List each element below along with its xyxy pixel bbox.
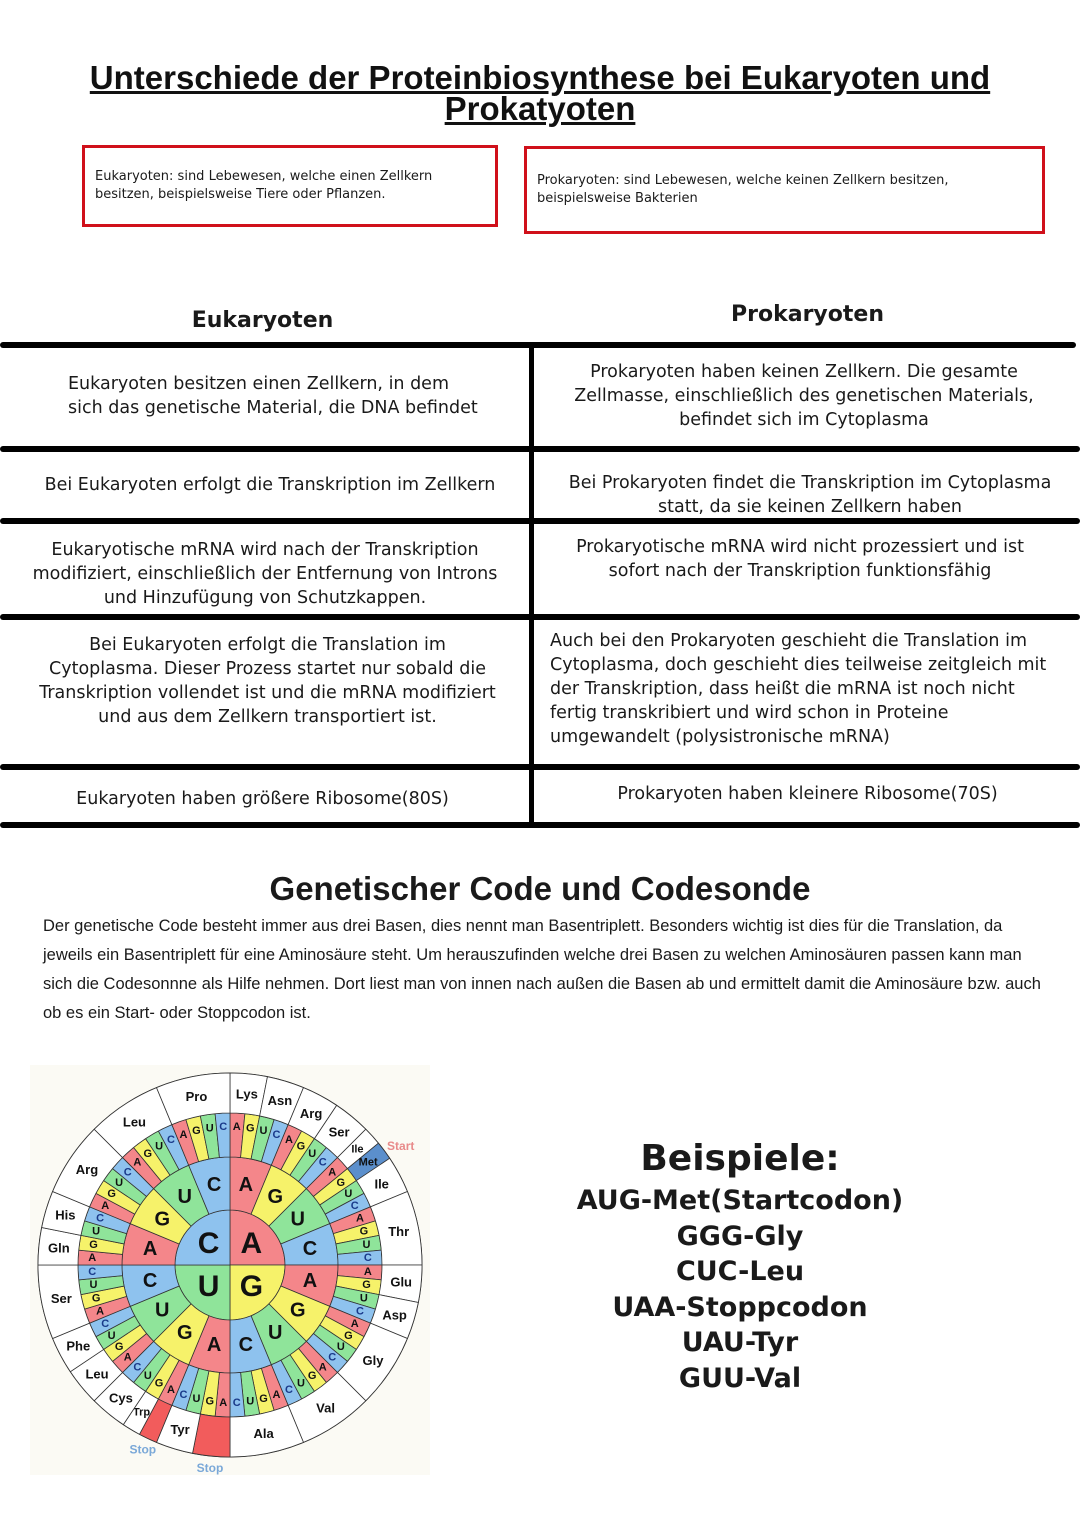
second-base-label: C	[302, 1238, 318, 1261]
amino-acid-label: Leu	[122, 1114, 147, 1130]
definition-prokaryoten: Prokaryoten: sind Lebewesen, welche keinen Zellkern besitzen, beispielsweise Bakterien	[537, 173, 949, 206]
amino-acid-label: Trp	[133, 1406, 151, 1419]
third-base-label: A	[219, 1396, 228, 1409]
second-base-label: C	[238, 1333, 254, 1356]
third-base-label: A	[363, 1265, 372, 1278]
amino-acid-label: Phe	[66, 1338, 91, 1354]
first-base-label: G	[239, 1269, 264, 1303]
second-base-label: U	[177, 1186, 192, 1209]
example-item: GUU-Val	[678, 1362, 802, 1394]
third-base-label: U	[362, 1238, 371, 1251]
third-base-label: C	[133, 1361, 142, 1374]
third-base-label: U	[344, 1188, 353, 1201]
third-base-label: G	[107, 1188, 116, 1201]
table-cell: Eukaryoten haben größere Ribosome(80S)	[76, 789, 449, 809]
table-cell: Eukaryotische mRNA wird nach der Transkription modifiziert, einschließlich der Entfernung von Introns und Hinzufügung von Schutzkappen.	[32, 540, 498, 608]
section-paragraph: Der genetische Code besteht immer aus drei Basen, dies nennt man Basentriplett. Besonders wichtig ist dies für die Translation, da jeweils ein Basentriplett für eine Aminosäure steht. Um herauszufinden welche drei Basen zu welchen Aminosäuren passen kann man sich die Codesonnne als Hilfe nehmen. Dort liest man von innen nach außen die Basen ab und ermittelt damit die Aminosäure bzw. auch ob es ein Start- oder Stoppcodon ist.	[43, 917, 1041, 1022]
title-line-1: Unterschiede der Proteinbiosynthese bei Eukaryoten und	[89, 59, 991, 96]
amino-acid-label: Pro	[185, 1088, 208, 1104]
third-base-label: U	[259, 1125, 268, 1138]
amino-acid-label: Asp	[382, 1307, 407, 1323]
third-base-label: G	[336, 1176, 346, 1189]
third-base-label: G	[143, 1148, 153, 1161]
third-base-label: U	[205, 1122, 214, 1135]
examples-heading: Beispiele:	[640, 1138, 840, 1179]
first-base-label: U	[197, 1269, 220, 1303]
table-divider	[0, 342, 1076, 348]
table-cell: Bei Eukaryoten erfolgt die Transkription im Zellkern	[44, 475, 496, 495]
amino-acid-label: Leu	[85, 1366, 109, 1382]
third-base-label: U	[115, 1176, 124, 1189]
amino-acid-label: Arg	[75, 1161, 99, 1177]
third-base-label: U	[192, 1392, 201, 1405]
second-base-label: C	[206, 1174, 222, 1197]
third-base-label: G	[205, 1395, 215, 1408]
third-base-label: U	[89, 1279, 98, 1292]
table-divider	[0, 822, 1080, 828]
third-base-label: A	[179, 1129, 188, 1142]
third-base-label: C	[328, 1351, 337, 1364]
third-base-label: C	[101, 1318, 110, 1331]
definition-box-prokaryoten	[524, 146, 1045, 234]
table-cell: Prokaryotische mRNA wird nicht prozessiert und ist sofort nach der Transkription funktionsfähig	[576, 537, 1024, 581]
examples-list	[560, 1183, 920, 1396]
table-divider	[0, 614, 1080, 620]
third-base-label: G	[362, 1279, 371, 1292]
third-base-label: G	[359, 1225, 369, 1238]
third-base-label: U	[308, 1148, 317, 1161]
third-base-label: A	[350, 1318, 359, 1331]
table-divider	[0, 446, 1080, 452]
third-base-label: A	[232, 1121, 241, 1134]
third-base-label: U	[92, 1225, 101, 1238]
third-base-label: C	[285, 1383, 293, 1396]
amino-acid-label: Gln	[47, 1240, 70, 1256]
first-base-label: C	[197, 1227, 220, 1261]
third-base-label: A	[96, 1305, 105, 1318]
third-base-label: A	[101, 1199, 110, 1212]
third-base-label: U	[296, 1377, 305, 1390]
third-base-label: G	[89, 1238, 98, 1251]
stop-label: Stop	[129, 1442, 157, 1457]
third-base-label: G	[259, 1392, 268, 1405]
third-base-label: C	[350, 1199, 359, 1212]
amino-acid-label: Ile	[351, 1143, 364, 1156]
third-base-label: C	[355, 1305, 364, 1318]
second-base-label: C	[142, 1269, 158, 1292]
third-base-label: G	[296, 1140, 306, 1153]
amino-acid-label: His	[55, 1207, 76, 1223]
third-base-label: C	[219, 1121, 228, 1134]
third-base-label: U	[246, 1395, 255, 1408]
third-base-label: G	[114, 1341, 124, 1354]
amino-acid-label: Met	[358, 1156, 378, 1169]
second-base-label: G	[154, 1208, 171, 1231]
third-base-label: A	[133, 1156, 142, 1169]
example-item: UAA-Stoppcodon	[612, 1291, 868, 1323]
third-base-label: A	[123, 1351, 132, 1364]
third-base-label: G	[154, 1377, 164, 1390]
amino-acid-label: Ala	[253, 1426, 274, 1442]
table-cell: Bei Eukaryoten erfolgt die Translation im Cytoplasma. Dieser Prozess startet nur sobald die Transkription vollendet ist und die mRNA modifiziert und aus dem Zellkern transportiert ist.	[39, 635, 496, 727]
third-base-label: U	[359, 1292, 368, 1305]
second-base-label: U	[290, 1208, 305, 1231]
third-base-label: U	[336, 1341, 345, 1354]
amino-acid-label: Ser	[328, 1124, 350, 1140]
third-base-label: G	[344, 1329, 353, 1342]
example-item: GGG-Gly	[676, 1220, 804, 1252]
second-base-label: G	[267, 1186, 284, 1209]
example-item: AUG-Met(Startcodon)	[576, 1185, 904, 1216]
table-cell: Eukaryoten besitzen einen Zellkern, in dem sich das genetische Material, die DNA befindet	[68, 374, 478, 418]
third-base-label: A	[355, 1212, 364, 1225]
table-cell: Prokaryoten haben kleinere Ribosome(70S)	[617, 784, 998, 804]
amino-acid-label: Glu	[390, 1274, 413, 1290]
second-base-label: G	[176, 1321, 193, 1344]
table-divider	[0, 764, 1080, 770]
second-base-label: U	[155, 1299, 170, 1322]
third-base-label: A	[285, 1134, 293, 1147]
second-base-label: G	[289, 1299, 306, 1322]
column-header-eukaryoten: Eukaryoten	[191, 308, 334, 333]
third-base-label: C	[123, 1166, 132, 1179]
section-heading: Genetischer Code und Codesonde	[269, 870, 811, 907]
third-base-label: C	[167, 1134, 175, 1147]
stop-label: Stop	[196, 1461, 224, 1475]
second-base-label: A	[302, 1269, 318, 1292]
amino-acid-label: Tyr	[170, 1422, 190, 1438]
amino-acid-label: Thr	[388, 1223, 410, 1239]
third-base-label: G	[192, 1125, 201, 1138]
title-line-2: Prokatyoten	[444, 90, 636, 127]
amino-acid-label: Val	[316, 1400, 335, 1416]
third-base-label: U	[107, 1329, 116, 1342]
third-base-label: A	[167, 1383, 175, 1396]
example-item: CUC-Leu	[675, 1256, 805, 1287]
amino-acid-label: Ser	[50, 1291, 72, 1307]
third-base-label: C	[318, 1156, 327, 1169]
third-base-label: A	[318, 1361, 327, 1374]
code-sun-diagram	[30, 1065, 430, 1475]
amino-acid-label: Gly	[362, 1353, 384, 1369]
second-base-label: A	[206, 1333, 222, 1356]
amino-acid-label: Arg	[299, 1105, 323, 1121]
third-base-label: A	[328, 1166, 337, 1179]
third-base-label: C	[363, 1252, 372, 1265]
third-base-label: U	[155, 1140, 164, 1153]
start-label: Start	[387, 1139, 415, 1154]
example-item: UAU-Tyr	[681, 1327, 799, 1358]
amino-acid-label: Ile	[374, 1176, 389, 1192]
table-cell: Bei Prokaryoten findet die Transkription im Cytoplasma statt, da sie keinen Zellkern haben	[568, 473, 1052, 517]
third-base-label: U	[143, 1369, 152, 1382]
second-base-label: A	[142, 1238, 158, 1261]
definition-eukaryoten: Eukaryoten: sind Lebewesen, welche einen Zellkern besitzen, beispielsweise Tiere oder Pflanzen.	[95, 169, 433, 202]
third-base-label: C	[272, 1129, 281, 1142]
third-base-label: A	[272, 1388, 281, 1401]
column-divider	[529, 345, 534, 822]
third-base-label: G	[307, 1369, 317, 1382]
page-title	[0, 59, 1080, 127]
definition-box-eukaryoten	[82, 145, 498, 227]
amino-acid-label: Asn	[267, 1092, 293, 1108]
second-base-label: U	[268, 1321, 283, 1344]
third-base-label: C	[96, 1212, 105, 1225]
third-base-label: A	[88, 1252, 97, 1265]
table-cell: Auch bei den Prokaryoten geschieht die Translation im Cytoplasma, doch geschieht dies teilweise zeitgleich mit der Transkription, dass heißt die mRNA ist noch nicht fertig transkribiert und wird schon in Proteine umgewandelt (polysistronische mRNA)	[550, 631, 1047, 747]
third-base-label: C	[232, 1396, 241, 1409]
second-base-label: A	[238, 1174, 254, 1197]
third-base-label: C	[179, 1388, 188, 1401]
amino-acid-label: Cys	[108, 1390, 133, 1406]
amino-acid-label: Lys	[235, 1086, 258, 1102]
third-base-label: G	[91, 1292, 101, 1305]
first-base-label: A	[240, 1227, 263, 1261]
table-cell: Prokaryoten haben keinen Zellkern. Die gesamte Zellmasse, einschließlich des genetischen Materials, befindet sich im Cytoplasma	[574, 362, 1034, 430]
column-header-prokaryoten: Prokaryoten	[731, 302, 884, 327]
third-base-label: G	[245, 1122, 255, 1135]
third-base-label: C	[88, 1265, 97, 1278]
